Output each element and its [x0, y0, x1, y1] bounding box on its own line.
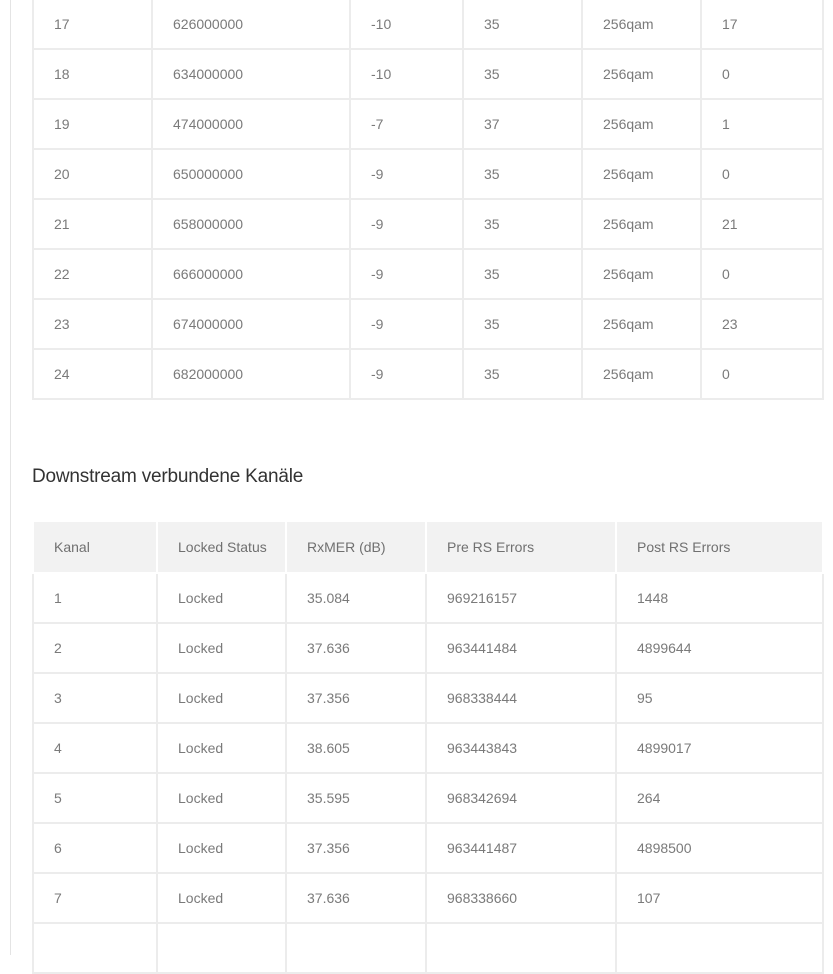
modulation-cell: 256qam: [582, 349, 701, 399]
power-cell: -9: [350, 149, 463, 199]
rxmer-cell: 38.605: [286, 723, 426, 773]
post-rs-errors-cell: 4899644: [616, 623, 823, 673]
channel-cell: 23: [33, 299, 152, 349]
frequency-cell: 658000000: [152, 199, 350, 249]
channel-cell: 17: [33, 0, 152, 49]
modulation-cell: 256qam: [582, 49, 701, 99]
snr-cell: 35: [463, 149, 582, 199]
errors-cell: 23: [701, 299, 823, 349]
kanal-cell: 1: [33, 573, 157, 623]
pre-rs-errors-cell: 963441484: [426, 623, 616, 673]
locked-status-cell: Locked: [157, 573, 286, 623]
locked-status-cell: Locked: [157, 723, 286, 773]
errors-cell: 0: [701, 249, 823, 299]
header-locked-status: Locked Status: [157, 522, 286, 573]
table-row: [33, 623, 823, 673]
modulation-cell: 256qam: [582, 99, 701, 149]
table-row: [33, 723, 823, 773]
channel-cell: 20: [33, 149, 152, 199]
power-cell: -9: [350, 249, 463, 299]
power-cell: -10: [350, 0, 463, 49]
table-row: [33, 923, 823, 973]
rxmer-cell: 37.636: [286, 623, 426, 673]
locked-status-cell: [157, 923, 286, 973]
errors-cell: 0: [701, 49, 823, 99]
snr-cell: 35: [463, 249, 582, 299]
channel-cell: 24: [33, 349, 152, 399]
table-row: [33, 249, 823, 299]
table-row: [33, 349, 823, 399]
header-rxmer: RxMER (dB): [286, 522, 426, 573]
errors-cell: 0: [701, 149, 823, 199]
table-row: [33, 673, 823, 723]
table-row: [33, 49, 823, 99]
rxmer-cell: 37.356: [286, 823, 426, 873]
frequency-cell: 474000000: [152, 99, 350, 149]
errors-cell: 17: [701, 0, 823, 49]
power-cell: -7: [350, 99, 463, 149]
kanal-cell: [33, 923, 157, 973]
channel-table-top: [32, 0, 824, 400]
frequency-cell: 682000000: [152, 349, 350, 399]
table-row: [33, 873, 823, 923]
snr-cell: 35: [463, 299, 582, 349]
rxmer-cell: 35.595: [286, 773, 426, 823]
header-pre-rs-errors: Pre RS Errors: [426, 522, 616, 573]
header-kanal: Kanal: [33, 522, 157, 573]
errors-cell: 21: [701, 199, 823, 249]
rxmer-cell: 37.636: [286, 873, 426, 923]
table-header-row: [33, 522, 823, 573]
kanal-cell: 2: [33, 623, 157, 673]
post-rs-errors-cell: 4899017: [616, 723, 823, 773]
channel-cell: 21: [33, 199, 152, 249]
pre-rs-errors-cell: 968338660: [426, 873, 616, 923]
frequency-cell: 666000000: [152, 249, 350, 299]
errors-cell: 0: [701, 349, 823, 399]
post-rs-errors-cell: 1448: [616, 573, 823, 623]
snr-cell: 35: [463, 199, 582, 249]
pre-rs-errors-cell: 968338444: [426, 673, 616, 723]
errors-cell: 1: [701, 99, 823, 149]
post-rs-errors-cell: 4898500: [616, 823, 823, 873]
kanal-cell: 7: [33, 873, 157, 923]
table-row: [33, 0, 823, 49]
snr-cell: 35: [463, 349, 582, 399]
post-rs-errors-cell: 264: [616, 773, 823, 823]
post-rs-errors-cell: [616, 923, 823, 973]
modulation-cell: 256qam: [582, 299, 701, 349]
table-row: [33, 99, 823, 149]
locked-status-cell: Locked: [157, 623, 286, 673]
modulation-cell: 256qam: [582, 0, 701, 49]
pre-rs-errors-cell: [426, 923, 616, 973]
frequency-cell: 674000000: [152, 299, 350, 349]
section-title-downstream-bonded: Downstream verbundene Kanäle: [32, 466, 304, 487]
locked-status-cell: Locked: [157, 673, 286, 723]
rxmer-cell: [286, 923, 426, 973]
modulation-cell: 256qam: [582, 149, 701, 199]
pre-rs-errors-cell: 969216157: [426, 573, 616, 623]
table-row: [33, 573, 823, 623]
rxmer-cell: 35.084: [286, 573, 426, 623]
snr-cell: 37: [463, 99, 582, 149]
pre-rs-errors-cell: 963441487: [426, 823, 616, 873]
power-cell: -9: [350, 349, 463, 399]
power-cell: -9: [350, 199, 463, 249]
snr-cell: 35: [463, 49, 582, 99]
table-row: [33, 773, 823, 823]
modulation-cell: 256qam: [582, 249, 701, 299]
snr-cell: 35: [463, 0, 582, 49]
post-rs-errors-cell: 107: [616, 873, 823, 923]
frequency-cell: 650000000: [152, 149, 350, 199]
kanal-cell: 6: [33, 823, 157, 873]
frequency-cell: 634000000: [152, 49, 350, 99]
power-cell: -10: [350, 49, 463, 99]
header-post-rs-errors: Post RS Errors: [616, 522, 823, 573]
channel-cell: 22: [33, 249, 152, 299]
kanal-cell: 3: [33, 673, 157, 723]
modulation-cell: 256qam: [582, 199, 701, 249]
channel-cell: 18: [33, 49, 152, 99]
power-cell: -9: [350, 299, 463, 349]
table-row: [33, 299, 823, 349]
locked-status-cell: Locked: [157, 873, 286, 923]
pre-rs-errors-cell: 963443843: [426, 723, 616, 773]
kanal-cell: 4: [33, 723, 157, 773]
channel-cell: 19: [33, 99, 152, 149]
table-row: [33, 199, 823, 249]
table-row: [33, 823, 823, 873]
page-left-border: [10, 0, 11, 955]
rxmer-cell: 37.356: [286, 673, 426, 723]
table-row: [33, 149, 823, 199]
kanal-cell: 5: [33, 773, 157, 823]
pre-rs-errors-cell: 968342694: [426, 773, 616, 823]
downstream-bonded-table: [32, 522, 824, 974]
locked-status-cell: Locked: [157, 773, 286, 823]
post-rs-errors-cell: 95: [616, 673, 823, 723]
locked-status-cell: Locked: [157, 823, 286, 873]
frequency-cell: 626000000: [152, 0, 350, 49]
